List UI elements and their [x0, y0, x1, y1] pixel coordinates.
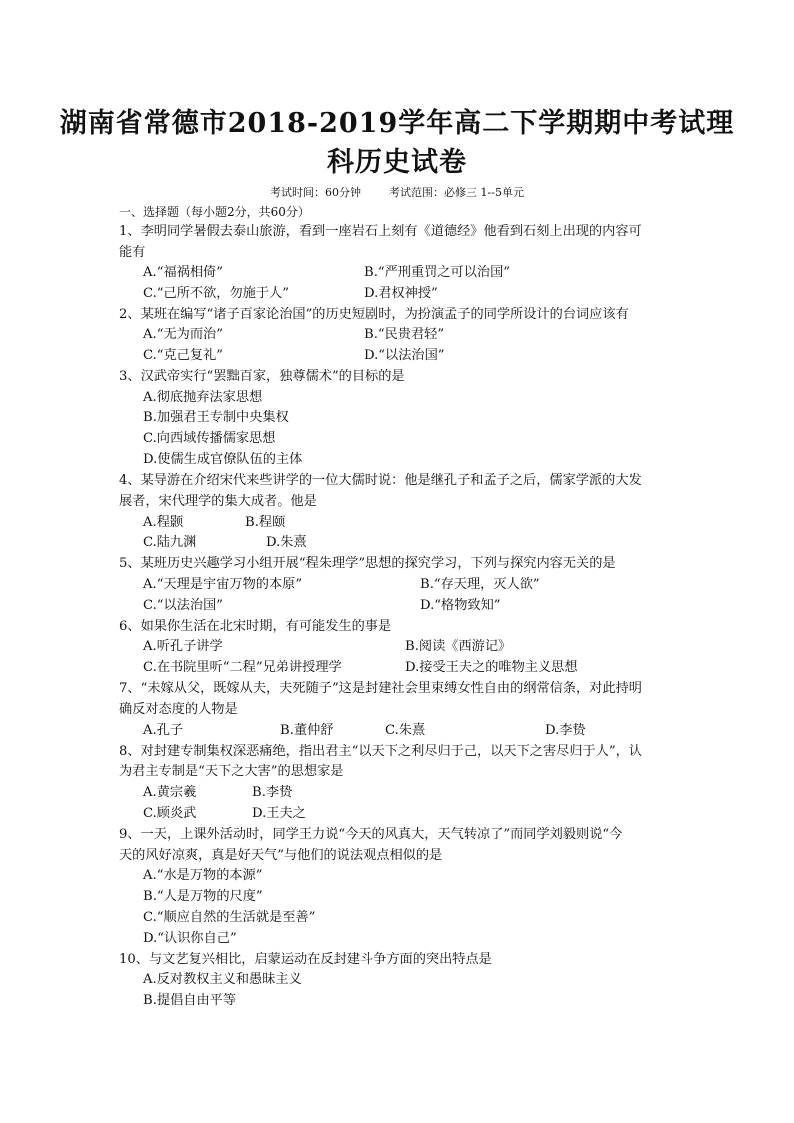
- question-7-stem-1: 7、“未嫁从父，既嫁从夫，夫死随子”这是封建社会里束缚女性自由的纲常信条，对此持明: [119, 681, 642, 696]
- question-4-stem-1: 4、某导游在介绍宋代来些讲学的一位大儒时说：他是继孔子和孟子之后，儒家学派的大发: [119, 473, 642, 488]
- question-7-option-d: D.李贽: [545, 723, 586, 738]
- question-5-option-d: D.“格物致知”: [420, 598, 501, 613]
- question-1-stem-1: 1、李明同学暑假去泰山旅游，看到一座岩石上刻有《道德经》他看到石刻上出现的内容可: [119, 224, 642, 239]
- question-10-stem-1: 10、与文艺复兴相比，启蒙运动在反封建斗争方面的突出特点是: [119, 952, 492, 967]
- question-3-option-b: B.加强君王专制中央集权: [143, 410, 289, 425]
- question-1-option-d: D.君权神授”: [364, 286, 438, 301]
- question-4-option-a: A.程颢: [143, 515, 184, 530]
- question-9-option-d: D.“认识你自己”: [143, 931, 237, 946]
- question-6-option-b: B.阅读《西游记》: [405, 639, 512, 654]
- question-7-option-c: C.朱熹: [385, 723, 426, 738]
- question-1-stem-2: 能有: [119, 245, 146, 260]
- question-4-option-d: D.朱熹: [266, 535, 307, 550]
- question-6-stem-1: 6、如果你生活在北宋时期，有可能发生的事是: [119, 619, 392, 634]
- question-8-option-d: D.王夫之: [252, 806, 306, 821]
- question-2-stem-1: 2、某班在编写“诸子百家论治国”的历史短剧时，为扮演孟子的同学所设计的台词应该有: [119, 307, 629, 322]
- question-1-option-a: A.“福祸相倚”: [143, 265, 223, 280]
- question-4-option-c: C.陆九渊: [143, 535, 197, 550]
- question-10-option-b: B.提倡自由平等: [143, 993, 237, 1008]
- question-3-stem-1: 3、汉武帝实行“罢黜百家，独尊儒术”的目标的是: [119, 369, 405, 384]
- question-5-option-c: C.“以法治国”: [143, 598, 224, 613]
- question-2-option-c: C.“克己复礼”: [143, 348, 224, 363]
- question-2-option-d: D.“以法治国”: [364, 348, 445, 363]
- question-8-option-c: C.顾炎武: [143, 806, 197, 821]
- question-3-option-a: A.彻底抛弃法家思想: [143, 390, 263, 405]
- question-10-option-a: A.反对教权主义和愚昧主义: [143, 972, 302, 987]
- question-4-stem-2: 展者，宋代理学的集大成者。他是: [119, 494, 317, 509]
- question-4-option-b: B.程颐: [245, 515, 286, 530]
- question-9-stem-1: 9、一天，上课外活动时，同学王力说“今天的风真大，天气转凉了”而同学刘毅则说“今: [119, 827, 623, 842]
- section-heading: 一、选择题（每小题2分，共60分）: [119, 205, 310, 219]
- question-1-option-c: C.“己所不欲，勿施于人”: [143, 286, 289, 301]
- question-2-option-a: A.“无为而治”: [143, 327, 223, 342]
- exam-meta: [0, 184, 794, 200]
- question-9-option-b: B.“人是万物的尺度”: [143, 889, 263, 904]
- question-1-option-b: B.“严刑重罚之可以治国”: [364, 265, 511, 280]
- question-9-option-c: C.“顺应自然的生活就是至善”: [143, 910, 316, 925]
- question-7-option-b: B.董仲舒: [280, 723, 334, 738]
- question-8-stem-1: 8、对封建专制集权深恶痛绝，指出君主“以天下之利尽归于己，以天下之害尽归于人”，认: [119, 744, 642, 759]
- question-9-option-a: A.“水是万物的本源”: [143, 868, 263, 883]
- question-3-option-c: C.向西域传播儒家思想: [143, 431, 276, 446]
- question-2-option-b: B.“民贵君轻”: [364, 327, 445, 342]
- question-6-option-a: A.听孔子讲学: [143, 639, 223, 654]
- question-5-option-b: B.“存天理，灭人欲”: [420, 577, 540, 592]
- question-5-stem-1: 5、某班历史兴趣学习小组开展“程朱理学”思想的探究学习，下列与探究内容无关的是: [119, 556, 616, 571]
- question-8-option-a: A.黄宗羲: [143, 785, 197, 800]
- question-7-stem-2: 确反对态度的人物是: [119, 702, 238, 717]
- question-3-option-d: D.使儒生成官僚队伍的主体: [143, 452, 303, 467]
- question-7-option-a: A.孔子: [143, 723, 184, 738]
- page-title-line-1: 湖南省常德市2018-2019学年高二下学期期中考试理: [59, 108, 735, 139]
- page-title-line-2: 科历史试卷: [327, 147, 467, 178]
- exam-time: 考试时间：60分钟: [270, 186, 362, 199]
- question-6-option-d: D.接受王夫之的唯物主义思想: [405, 660, 578, 675]
- exam-scope: 考试范围：必修三 1--5单元: [389, 186, 524, 199]
- question-8-stem-2: 为君主专制是“天下之大害”的思想家是: [119, 764, 344, 779]
- question-5-option-a: A.“天理是宇宙万物的本原”: [143, 577, 303, 592]
- question-9-stem-2: 天的风好凉爽，真是好天气”与他们的说法观点相似的是: [119, 848, 443, 863]
- question-8-option-b: B.李贽: [252, 785, 293, 800]
- question-6-option-c: C.在书院里听“二程”兄弟讲授理学: [143, 660, 342, 675]
